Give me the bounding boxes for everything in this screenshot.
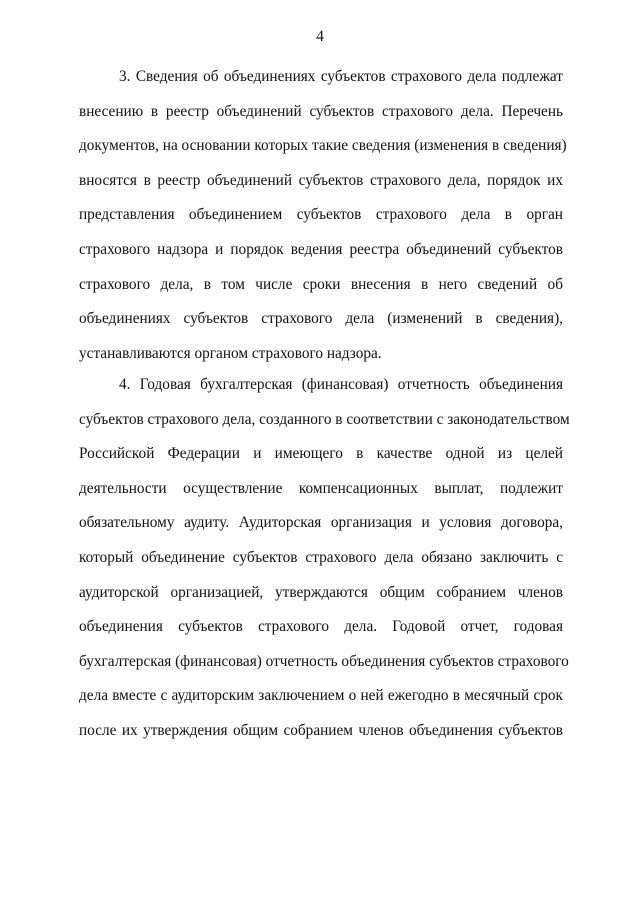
text-line: бухгалтерская (финансовая) отчетность объединения субъектов страхового: [79, 652, 569, 670]
text-line: субъектов страхового дела, созданного в соответствии с законодательством: [79, 410, 570, 428]
text-line: Российской Федерации и имеющего в качестве одной из целей: [79, 445, 563, 463]
text-line: страхового дела, в том числе сроки внесения в него сведений об: [79, 275, 563, 293]
text-line: внесению в реестр объединений субъектов страхового дела. Перечень: [79, 102, 563, 120]
text-line: документов, на основании которых такие сведения (изменения в сведения): [79, 137, 567, 155]
text-line: страхового надзора и порядок ведения реестра объединений субъектов: [79, 240, 563, 258]
text-line: который объединение субъектов страхового дела обязано заключить с: [79, 548, 563, 566]
text-line: после их утверждения общим собранием членов объединения субъектов: [79, 721, 563, 739]
text-line: 4. Годовая бухгалтерская (финансовая) отчетность объединения: [119, 376, 563, 393]
paragraph-3: [79, 60, 567, 371]
text-line: представления объединением субъектов страхового дела в орган: [79, 206, 563, 224]
text-line: вносятся в реестр объединений субъектов страхового дела, порядок их: [79, 171, 563, 189]
text-line: дела вместе с аудиторским заключением о ней ежегодно в месячный срок: [79, 687, 563, 705]
text-line: 3. Сведения об объединениях субъектов страхового дела подлежат: [119, 68, 563, 85]
text-line: объединения субъектов страхового дела. Годовой отчет, годовая: [79, 618, 563, 636]
page-number: 4: [316, 28, 324, 45]
paragraph-4: [79, 368, 570, 749]
text-line: аудиторской организацией, утверждаются общим собранием членов: [79, 583, 563, 601]
text-line: обязательному аудиту. Аудиторская организация и условия договора,: [79, 514, 563, 532]
text-line: объединениях субъектов страхового дела (изменений в сведения),: [79, 310, 563, 328]
text-line: деятельности осуществление компенсационных выплат, подлежит: [79, 479, 563, 497]
text-line: устанавливаются органом страхового надзора.: [79, 344, 382, 362]
